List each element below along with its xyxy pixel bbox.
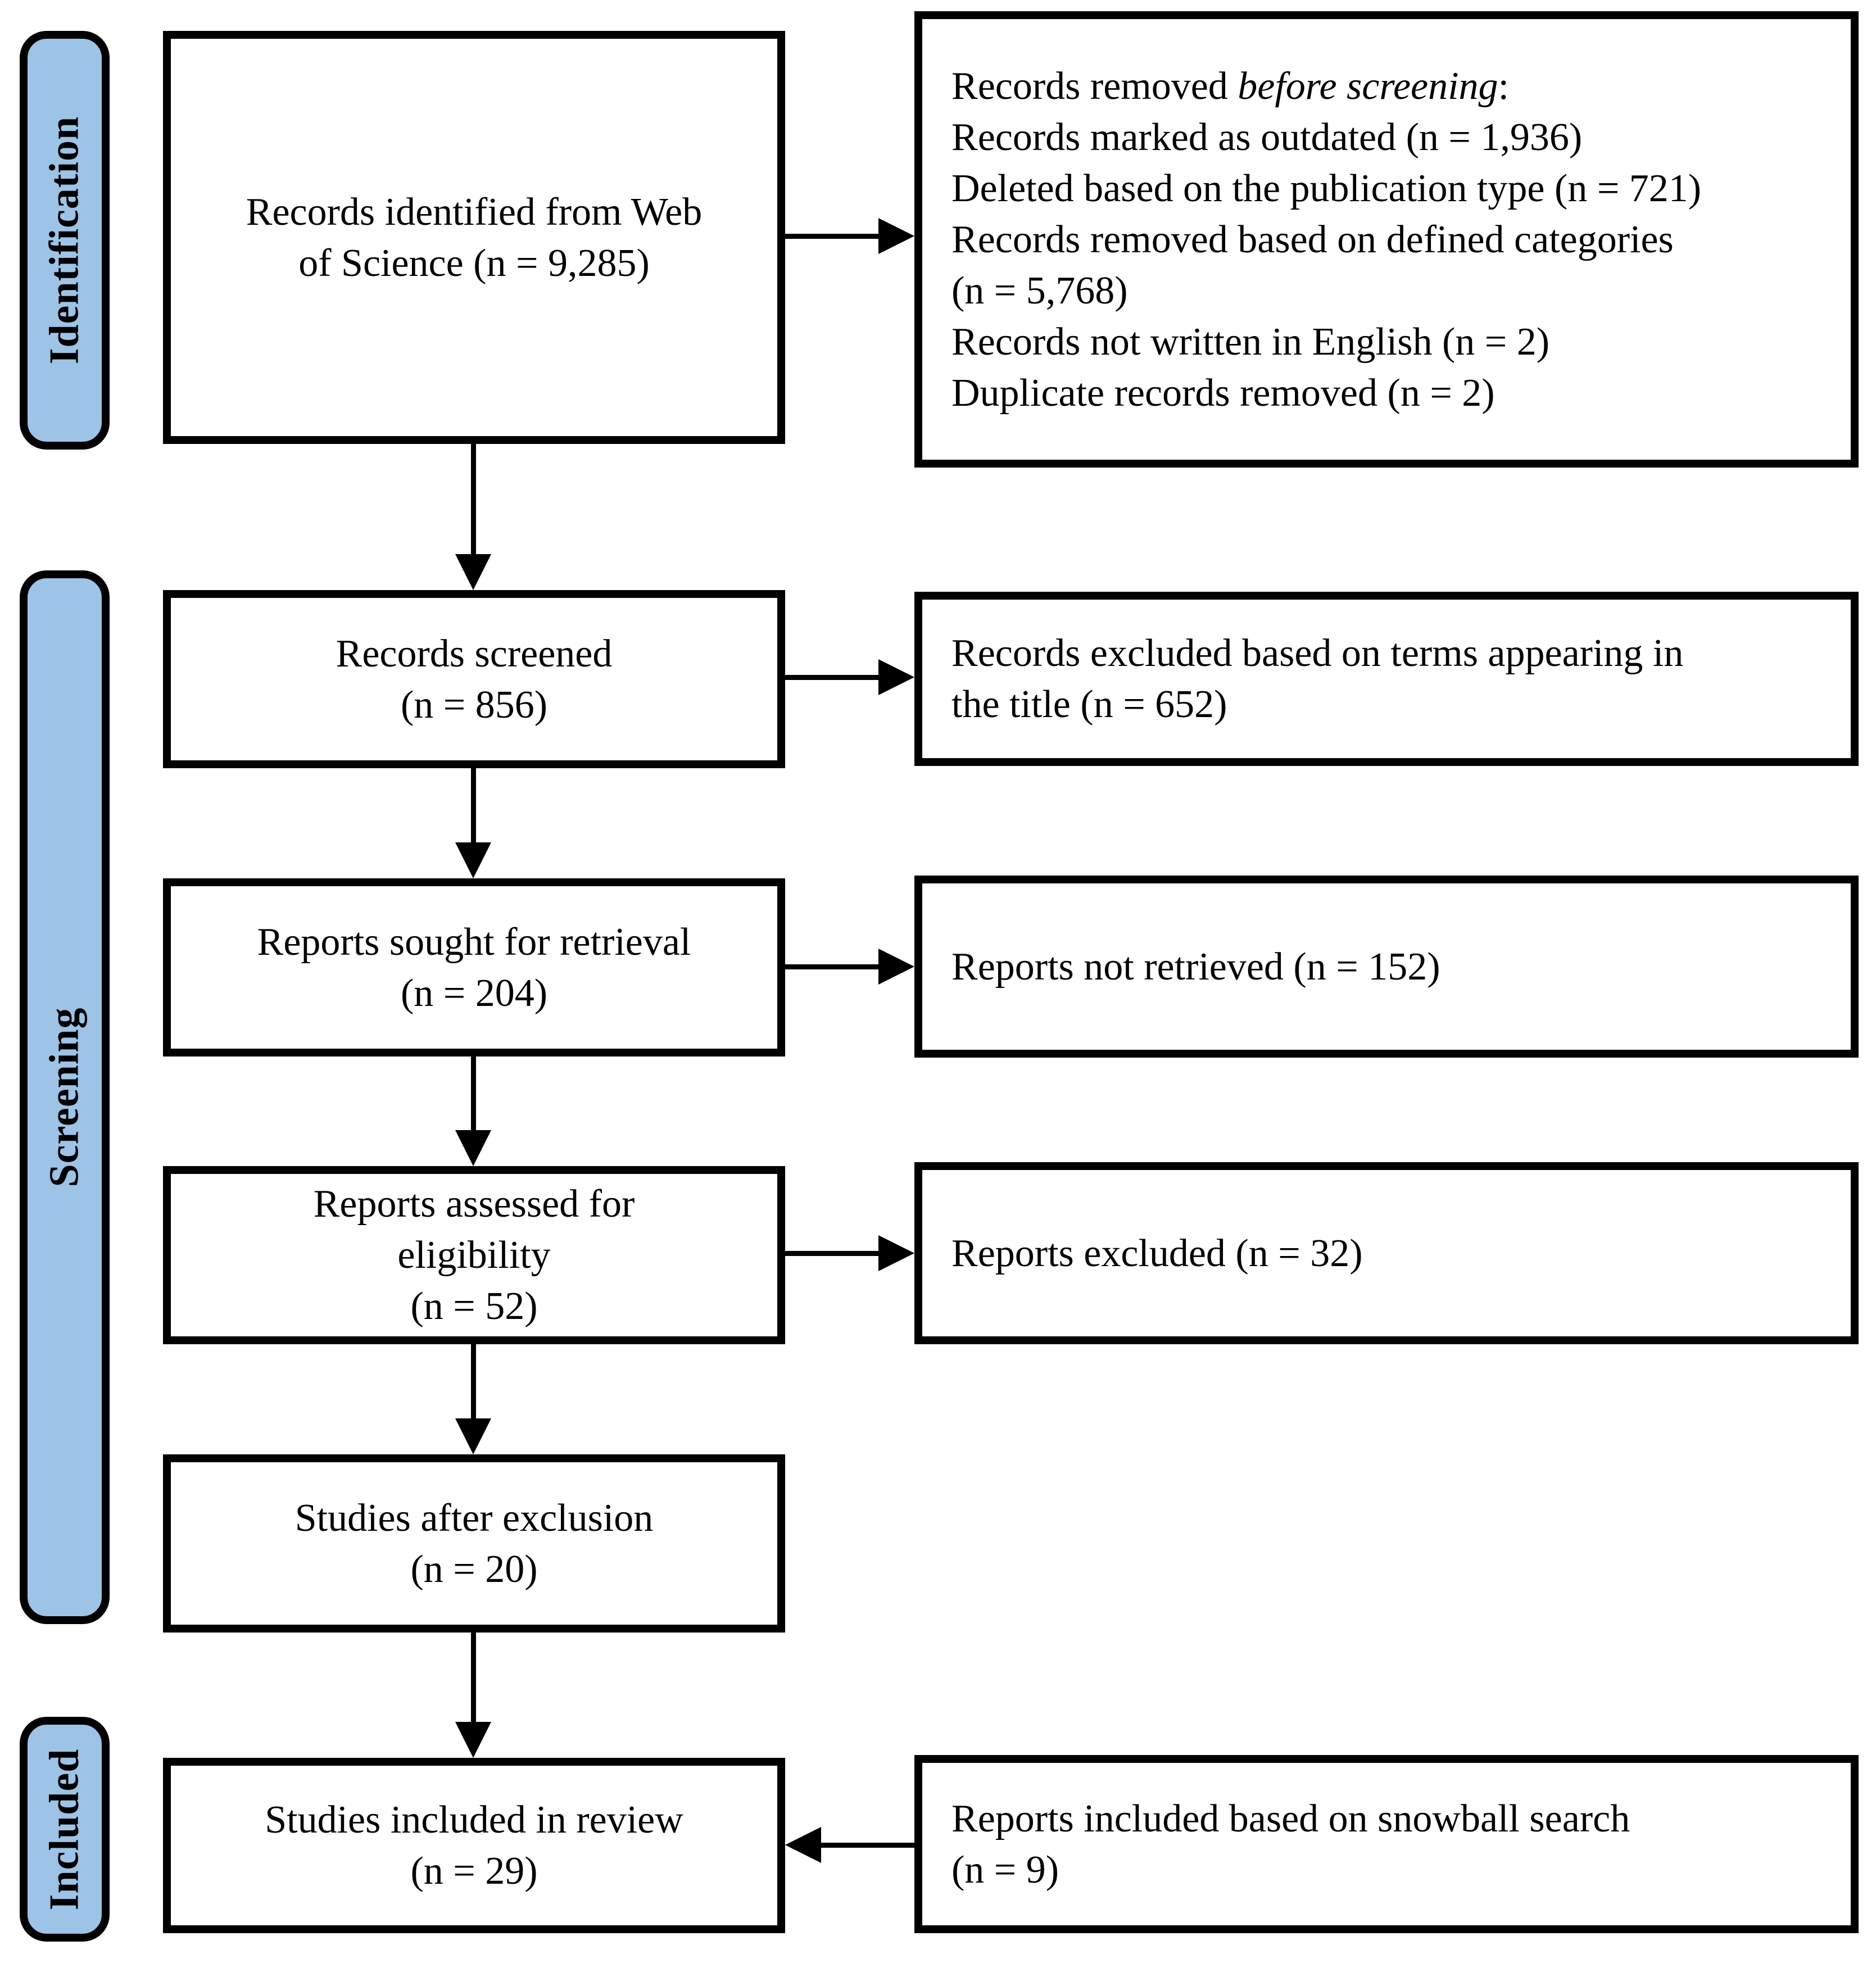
text-line: of Science (n = 9,285) <box>298 241 650 285</box>
arrow-sought-to-assessed-head <box>455 1130 491 1166</box>
box-reports-sought <box>163 878 785 1056</box>
text-line: Reports not retrieved (n = 152) <box>951 945 1440 988</box>
box-reports-not-retrieved <box>914 876 1859 1058</box>
arrow-snowball-to-included-shaft <box>820 1843 914 1848</box>
text-line: (n = 856) <box>400 683 548 727</box>
text-line: (n = 204) <box>400 971 548 1015</box>
box-records-identified <box>163 31 785 444</box>
text-line: (n = 52) <box>410 1285 538 1328</box>
box-records-removed-before-screening <box>914 11 1859 468</box>
arrow-after-exclusion-to-included-shaft <box>471 1633 476 1725</box>
box-reports-excluded <box>914 1162 1859 1344</box>
text-line: Records screened <box>336 632 613 675</box>
arrow-screened-to-excluded-head <box>878 659 914 695</box>
intro-italic: before screening <box>1238 64 1498 108</box>
arrow-after-exclusion-to-included-head <box>455 1722 491 1758</box>
text-line: (n = 9) <box>951 1848 1059 1892</box>
box-records-screened <box>163 590 785 768</box>
box-studies-after-exclusion <box>163 1454 785 1633</box>
box-records-excluded-title <box>914 592 1859 766</box>
text-line: (n = 29) <box>410 1849 538 1893</box>
box-studies-included-in-review <box>163 1758 785 1933</box>
arrow-assessed-to-after-exclusion-head <box>455 1418 491 1454</box>
arrow-screened-to-sought-shaft <box>471 768 476 847</box>
arrow-identified-to-removed-shaft <box>785 234 882 239</box>
text-line: Reports excluded (n = 32) <box>951 1231 1363 1275</box>
arrow-sought-to-not-retrieved-shaft <box>785 964 882 969</box>
stage-label-included <box>20 1717 110 1942</box>
text-line: Records identified from Web <box>246 190 703 234</box>
arrow-assessed-to-excluded-shaft <box>785 1251 882 1256</box>
stage-label-screening-text: Screening <box>41 1007 88 1187</box>
intro-suffix: : <box>1498 64 1510 108</box>
arrow-snowball-to-included-head <box>785 1827 821 1863</box>
arrow-sought-to-assessed-shaft <box>471 1056 476 1133</box>
text-line: eligibility <box>397 1234 551 1277</box>
text-line: Records removed based on defined categories <box>951 217 1674 261</box>
text-line: Reports included based on snowball search <box>951 1797 1630 1840</box>
text-line: Reports sought for retrieval <box>257 920 691 964</box>
text-line: the title (n = 652) <box>951 683 1227 726</box>
stage-label-identification-text: Identification <box>41 116 88 365</box>
text-line: (n = 20) <box>410 1547 538 1591</box>
text-line: Records not written in English (n = 2) <box>951 320 1550 364</box>
arrow-assessed-to-excluded-head <box>878 1235 914 1271</box>
box-reports-assessed <box>163 1166 785 1344</box>
arrow-identified-to-removed-head <box>878 218 914 254</box>
text-line: (n = 5,768) <box>951 269 1128 312</box>
text-line: Deleted based on the publication type (n = 721) <box>951 166 1702 210</box>
text-line <box>951 61 1509 112</box>
box-reports-snowball <box>914 1755 1859 1933</box>
arrow-assessed-to-after-exclusion-shaft <box>471 1344 476 1422</box>
arrow-screened-to-excluded-shaft <box>785 675 882 680</box>
arrow-sought-to-not-retrieved-head <box>878 949 914 985</box>
intro-prefix: Records removed <box>951 64 1238 108</box>
arrow-identified-to-screened-head <box>455 554 491 590</box>
text-line: Records marked as outdated (n = 1,936) <box>951 115 1583 159</box>
text-line: Reports assessed for <box>313 1182 635 1226</box>
text-line: Studies after exclusion <box>294 1496 654 1540</box>
arrow-screened-to-sought-head <box>455 842 491 878</box>
text-line: Studies included in review <box>265 1798 683 1842</box>
stage-label-included-text: Included <box>41 1748 88 1910</box>
stage-label-identification <box>20 31 110 450</box>
text-line: Records excluded based on terms appearing in <box>951 632 1684 675</box>
arrow-identified-to-screened-shaft <box>471 444 476 556</box>
text-line: Duplicate records removed (n = 2) <box>951 371 1495 415</box>
stage-label-screening <box>20 570 110 1624</box>
